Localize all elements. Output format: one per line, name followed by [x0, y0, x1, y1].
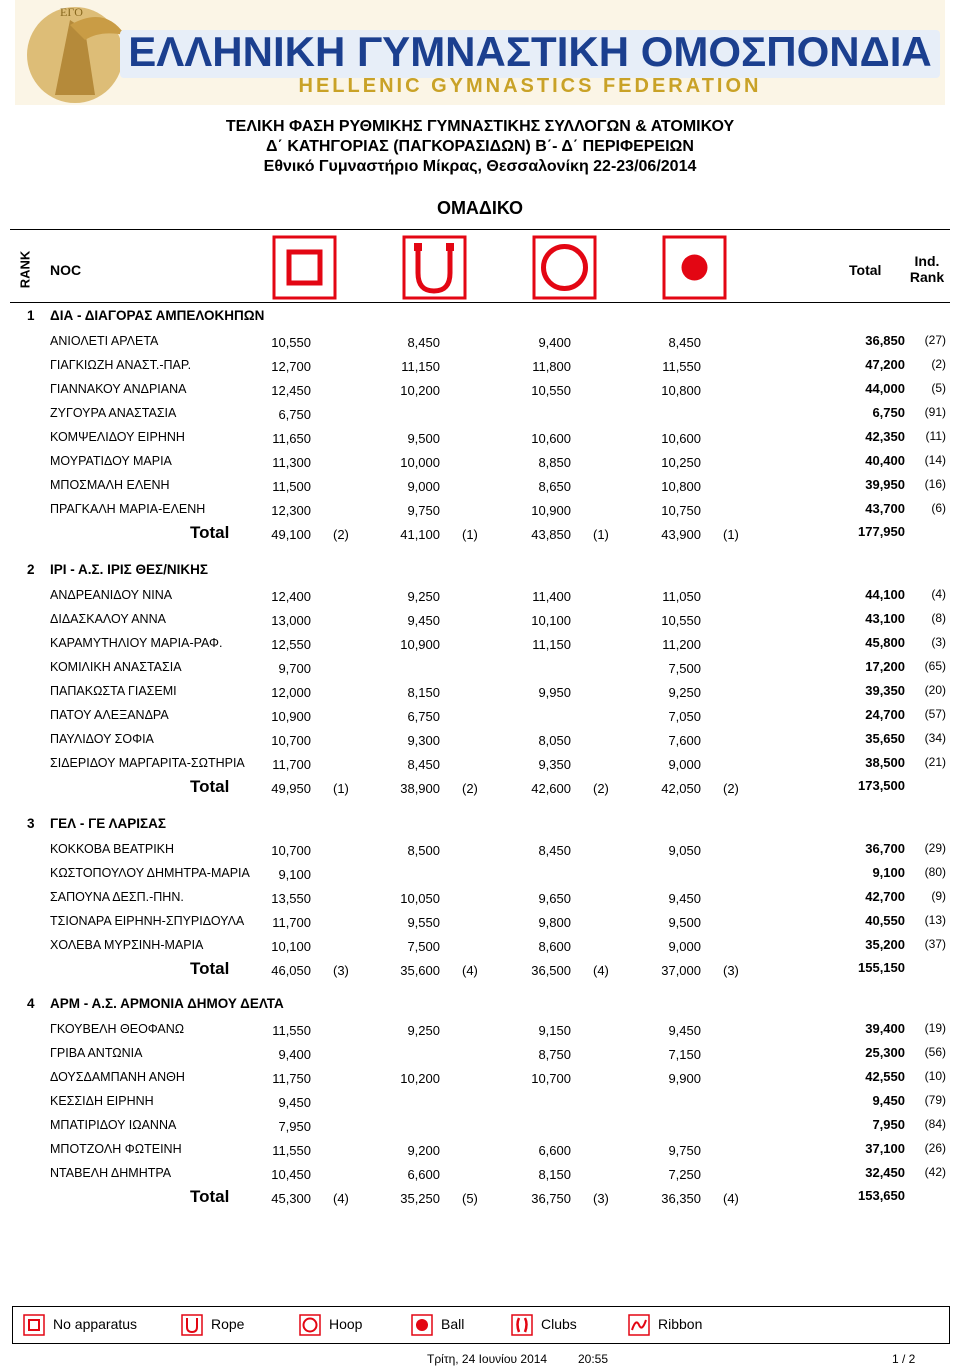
- apparatus-score: 9,000: [668, 939, 701, 954]
- team-apparatus-total: 46,050: [271, 963, 311, 978]
- athlete-name: ΤΣΙΟΝΑΡΑ ΕΙΡΗΝΗ-ΣΠΥΡΙΔΟΥΛΑ: [50, 914, 245, 928]
- team-total-label: Total: [190, 959, 230, 978]
- apparatus-score: 10,200: [400, 383, 440, 398]
- athlete-total: 39,350: [865, 683, 905, 698]
- team-apparatus-rank: (3): [333, 963, 349, 978]
- athlete-total: 35,650: [865, 731, 905, 746]
- team-apparatus-total: 36,750: [531, 1191, 571, 1206]
- apparatus-score: 9,250: [668, 685, 701, 700]
- athlete-name: ΚΕΣΣΙΔΗ ΕΙΡΗΝΗ: [50, 1094, 154, 1108]
- team-apparatus-rank: (5): [462, 1191, 478, 1206]
- apparatus-score: 10,550: [661, 613, 701, 628]
- apparatus-score: 12,550: [271, 637, 311, 652]
- apparatus-score: 10,900: [531, 503, 571, 518]
- apparatus-score: 11,150: [532, 637, 571, 652]
- apparatus-score: 11,550: [272, 1023, 311, 1038]
- apparatus-score: 12,000: [271, 685, 311, 700]
- apparatus-score: 10,800: [661, 479, 701, 494]
- athlete-name: ΠΑΠΑΚΩΣΤΑ ΓΙΑΣΕΜΙ: [50, 684, 177, 698]
- apparatus-score: 9,450: [668, 891, 701, 906]
- athlete-ind-rank: (14): [924, 453, 946, 467]
- athlete-total: 42,700: [865, 889, 905, 904]
- athlete-name: ΜΠΟΤΖΟΛΗ ΦΩΤΕΙΝΗ: [50, 1142, 182, 1156]
- apparatus-score: 11,700: [272, 915, 311, 930]
- athlete-ind-rank: (56): [924, 1045, 946, 1059]
- athlete-ind-rank: (29): [924, 841, 946, 855]
- athlete-ind-rank: (8): [931, 611, 946, 625]
- legend-no-apparatus-icon: [23, 1314, 45, 1341]
- athlete-total: 32,450: [865, 1165, 905, 1180]
- apparatus-score: 8,450: [668, 335, 701, 350]
- team-name: ΓΕΛ - ΓΕ ΛΑΡΙΣΑΣ: [50, 816, 166, 831]
- apparatus-score: 10,800: [661, 383, 701, 398]
- apparatus-score: 9,750: [407, 503, 440, 518]
- athlete-total: 37,100: [865, 1141, 905, 1156]
- legend-clubs: Clubs: [541, 1316, 577, 1332]
- apparatus-legend: [12, 1306, 950, 1344]
- team-rank: 2: [27, 562, 35, 577]
- team-apparatus-total: 35,600: [400, 963, 440, 978]
- apparatus-score: 11,050: [662, 589, 701, 604]
- athlete-total: 40,400: [865, 453, 905, 468]
- team-apparatus-rank: (1): [723, 527, 739, 542]
- athlete-total: 17,200: [865, 659, 905, 674]
- athlete-ind-rank: (37): [924, 937, 946, 951]
- athlete-name: ΣΑΠΟΥΝΑ ΔΕΣΠ.-ΠΗΝ.: [50, 890, 184, 904]
- athlete-ind-rank: (5): [931, 381, 946, 395]
- apparatus-score: 7,500: [407, 939, 440, 954]
- apparatus-score: 11,800: [532, 359, 571, 374]
- athlete-total: 35,200: [865, 937, 905, 952]
- apparatus-score: 9,450: [278, 1095, 311, 1110]
- team-rank: 4: [27, 996, 35, 1011]
- apparatus-score: 11,700: [272, 757, 311, 772]
- team-grand-total: 153,650: [858, 1188, 905, 1203]
- apparatus-score: 9,500: [668, 915, 701, 930]
- athlete-name: ΚΟΚΚΟΒΑ ΒΕΑΤΡΙΚΗ: [50, 842, 175, 856]
- apparatus-score: 11,400: [532, 589, 571, 604]
- athlete-name: ΠΑΤΟΥ ΑΛΕΞΑΝΔΡΑ: [50, 708, 169, 722]
- team-apparatus-rank: (1): [593, 527, 609, 542]
- noc-column-header: NOC: [50, 262, 82, 278]
- athlete-total: 9,100: [872, 865, 905, 880]
- team-apparatus-rank: (2): [593, 781, 609, 796]
- apparatus-score: 11,550: [272, 1143, 311, 1158]
- footer-time: 20:55: [578, 1352, 609, 1366]
- federation-banner: [15, 0, 945, 105]
- athlete-ind-rank: (42): [924, 1165, 946, 1179]
- competition-title: ΤΕΛΙΚΗ ΦΑΣΗ ΡΥΘΜΙΚΗΣ ΓΥΜΝΑΣΤΙΚΗΣ ΣΥΛΛΟΓΩΝ & ΑΤΟΜΙΚΟΥ: [225, 118, 735, 135]
- apparatus-score: 9,650: [538, 891, 571, 906]
- hoop-icon: [532, 235, 597, 300]
- team-total-label: Total: [190, 1187, 230, 1206]
- team-grand-total: 177,950: [858, 524, 905, 539]
- athlete-total: 43,100: [865, 611, 905, 626]
- team-apparatus-total: 42,600: [531, 781, 571, 796]
- team-apparatus-rank: (2): [462, 781, 478, 796]
- athlete-name: ΓΙΑΝΝΑΚΟΥ ΑΝΔΡΙΑΝΑ: [50, 382, 187, 396]
- athlete-ind-rank: (3): [931, 635, 946, 649]
- athlete-ind-rank: (79): [924, 1093, 946, 1107]
- athlete-ind-rank: (91): [924, 405, 946, 419]
- team-total-label: Total: [190, 523, 230, 542]
- athlete-name: ΓΡΙΒΑ ΑΝΤΩΝΙΑ: [50, 1046, 143, 1060]
- apparatus-score: 11,200: [662, 637, 701, 652]
- apparatus-score: 10,050: [400, 891, 440, 906]
- team-name: ΔΙΑ - ΔΙΑΓΟΡΑΣ ΑΜΠΕΛΟΚΗΠΩΝ: [50, 308, 265, 323]
- banner-tag: ΕΓΟ: [60, 5, 83, 19]
- legend-no-apparatus: No apparatus: [53, 1316, 138, 1332]
- banner-title: ΕΛΛΗΝΙΚΗ ΓΥΜΝΑΣΤΙΚΗ ΟΜΟΣΠΟΝΔΙΑ: [128, 28, 932, 75]
- athlete-total: 47,200: [865, 357, 905, 372]
- rope-icon: [402, 235, 467, 300]
- category-title: Δ΄ ΚΑΤΗΓΟΡΙΑΣ (ΠΑΓΚΟΡΑΣΙΔΩΝ) Β΄- Δ΄ ΠΕΡΙΦΕΡΕΙΩΝ: [266, 138, 694, 155]
- athlete-ind-rank: (20): [924, 683, 946, 697]
- apparatus-score: 7,150: [668, 1047, 701, 1062]
- apparatus-score: 10,700: [531, 1071, 571, 1086]
- athlete-name: ΚΩΣΤΟΠΟΥΛΟΥ ΔΗΜΗΤΡΑ-ΜΑΡΙΑ: [50, 866, 250, 880]
- team-apparatus-rank: (3): [593, 1191, 609, 1206]
- team-rank: 1: [27, 308, 35, 323]
- athlete-name: ΣΙΔΕΡΙΔΟΥ ΜΑΡΓΑΡΙΤΑ-ΣΩΤΗΡΙΑ: [50, 756, 245, 770]
- apparatus-score: 8,450: [407, 335, 440, 350]
- athlete-total: 7,950: [872, 1117, 905, 1132]
- athlete-ind-rank: (6): [931, 501, 946, 515]
- team-apparatus-rank: (1): [462, 527, 478, 542]
- apparatus-score: 9,100: [278, 867, 311, 882]
- apparatus-score: 12,400: [271, 589, 311, 604]
- athlete-total: 39,400: [865, 1021, 905, 1036]
- team-apparatus-rank: (4): [593, 963, 609, 978]
- apparatus-score: 9,200: [407, 1143, 440, 1158]
- athlete-total: 40,550: [865, 913, 905, 928]
- athlete-name: ΜΠΟΣΜΑΛΗ ΕΛΕΝΗ: [50, 478, 170, 492]
- apparatus-score: 8,150: [407, 685, 440, 700]
- athlete-name: ΚΟΜΨΕΛΙΔΟΥ ΕΙΡΗΝΗ: [50, 430, 185, 444]
- athlete-name: ΜΠΑΤΙΡΙΔΟΥ ΙΩΑΝΝΑ: [50, 1118, 177, 1132]
- apparatus-score: 10,200: [400, 1071, 440, 1086]
- athlete-name: ΓΚΟΥΒΕΛΗ ΘΕΟΦΑΝΩ: [50, 1022, 185, 1036]
- apparatus-score: 9,400: [278, 1047, 311, 1062]
- apparatus-score: 10,900: [400, 637, 440, 652]
- apparatus-score: 10,450: [271, 1167, 311, 1182]
- apparatus-score: 9,400: [538, 335, 571, 350]
- legend-ball-icon: [411, 1314, 433, 1341]
- athlete-total: 42,550: [865, 1069, 905, 1084]
- team-name: ΙΡΙ - Α.Σ. ΙΡΙΣ ΘΕΣ/ΝΙΚΗΣ: [50, 562, 208, 577]
- athlete-name: ΠΡΑΓΚΑΛΗ ΜΑΡΙΑ-ΕΛΕΝΗ: [50, 502, 206, 516]
- apparatus-score: 7,250: [668, 1167, 701, 1182]
- team-rank: 3: [27, 816, 35, 831]
- apparatus-score: 9,300: [407, 733, 440, 748]
- footer-date: Τρίτη, 24 Ιουνίου 2014: [427, 1352, 548, 1366]
- ind-rank-column-header: Ind. Rank: [909, 253, 945, 285]
- team-total-label: Total: [190, 777, 230, 796]
- athlete-name: ΚΟΜΙΛΙΚΗ ΑΝΑΣΤΑΣΙΑ: [50, 660, 182, 674]
- team-apparatus-total: 43,850: [531, 527, 571, 542]
- section-title: ΟΜΑΔΙΚΟ: [436, 198, 524, 218]
- apparatus-score: 8,450: [538, 843, 571, 858]
- athlete-total: 39,950: [865, 477, 905, 492]
- apparatus-score: 10,700: [271, 843, 311, 858]
- team-apparatus-total: 38,900: [400, 781, 440, 796]
- apparatus-score: 11,750: [272, 1071, 311, 1086]
- team-apparatus-total: 36,500: [531, 963, 571, 978]
- apparatus-score: 9,900: [668, 1071, 701, 1086]
- team-apparatus-total: 43,900: [661, 527, 701, 542]
- athlete-ind-rank: (26): [924, 1141, 946, 1155]
- athlete-ind-rank: (4): [931, 587, 946, 601]
- apparatus-score: 10,550: [531, 383, 571, 398]
- apparatus-score: 12,700: [271, 359, 311, 374]
- athlete-ind-rank: (19): [924, 1021, 946, 1035]
- apparatus-score: 9,950: [538, 685, 571, 700]
- athlete-ind-rank: (10): [924, 1069, 946, 1083]
- apparatus-score: 10,100: [271, 939, 311, 954]
- team-grand-total: 173,500: [858, 778, 905, 793]
- apparatus-score: 9,450: [407, 613, 440, 628]
- team-apparatus-total: 36,350: [661, 1191, 701, 1206]
- apparatus-score: 6,600: [407, 1167, 440, 1182]
- total-column-header: Total: [849, 262, 882, 278]
- legend-hoop: Hoop: [329, 1316, 363, 1332]
- athlete-total: 43,700: [865, 501, 905, 516]
- athlete-total: 42,350: [865, 429, 905, 444]
- apparatus-score: 10,000: [400, 455, 440, 470]
- apparatus-score: 9,250: [407, 1023, 440, 1038]
- apparatus-score: 8,450: [407, 757, 440, 772]
- apparatus-score: 10,550: [271, 335, 311, 350]
- apparatus-score: 9,000: [668, 757, 701, 772]
- team-apparatus-total: 45,300: [271, 1191, 311, 1206]
- athlete-ind-rank: (21): [924, 755, 946, 769]
- apparatus-score: 8,600: [538, 939, 571, 954]
- athlete-ind-rank: (13): [924, 913, 946, 927]
- banner-subtitle: HELLENIC GYMNASTICS FEDERATION: [298, 75, 762, 97]
- apparatus-score: 13,000: [271, 613, 311, 628]
- athlete-ind-rank: (80): [924, 865, 946, 879]
- team-apparatus-total: 42,050: [661, 781, 701, 796]
- apparatus-score: 11,550: [662, 359, 701, 374]
- team-apparatus-rank: (4): [333, 1191, 349, 1206]
- legend-ribbon: Ribbon: [658, 1316, 703, 1332]
- legend-ribbon-icon: [628, 1314, 650, 1341]
- team-apparatus-total: 49,100: [271, 527, 311, 542]
- header-divider-bottom: [10, 302, 950, 303]
- apparatus-score: 8,500: [407, 843, 440, 858]
- athlete-ind-rank: (16): [924, 477, 946, 491]
- apparatus-score: 9,800: [538, 915, 571, 930]
- apparatus-score: 9,750: [668, 1143, 701, 1158]
- apparatus-score: 11,300: [272, 455, 311, 470]
- apparatus-score: 9,500: [407, 431, 440, 446]
- apparatus-score: 9,450: [668, 1023, 701, 1038]
- apparatus-score: 8,150: [538, 1167, 571, 1182]
- apparatus-score: 6,750: [407, 709, 440, 724]
- team-apparatus-rank: (1): [333, 781, 349, 796]
- team-apparatus-rank: (4): [462, 963, 478, 978]
- athlete-name: ΠΑΥΛΙΔΟΥ ΣΟΦΙΑ: [50, 732, 154, 746]
- apparatus-score: 9,000: [407, 479, 440, 494]
- athlete-total: 9,450: [872, 1093, 905, 1108]
- header-divider-top: [10, 229, 950, 230]
- apparatus-score: 9,050: [668, 843, 701, 858]
- athlete-ind-rank: (11): [925, 429, 946, 443]
- athlete-name: ΔΟΥΣΔΑΜΠΑΝΗ ΑΝΘΗ: [50, 1070, 185, 1084]
- athlete-ind-rank: (65): [924, 659, 946, 673]
- apparatus-score: 6,750: [278, 407, 311, 422]
- ribbon-dot-icon: [662, 235, 727, 300]
- athlete-name: ΑΝΙΟΛΕΤΙ ΑΡΛΕΤΑ: [50, 334, 159, 348]
- athlete-ind-rank: (27): [924, 333, 946, 347]
- apparatus-score: 10,750: [661, 503, 701, 518]
- venue-title: Εθνικό Γυμναστήριο Μίκρας, Θεσσαλονίκη 22-23/06/2014: [263, 158, 697, 175]
- athlete-total: 36,850: [865, 333, 905, 348]
- athlete-total: 44,000: [865, 381, 905, 396]
- apparatus-score: 11,500: [272, 479, 311, 494]
- apparatus-score: 7,500: [668, 661, 701, 676]
- athlete-total: 6,750: [872, 405, 905, 420]
- athlete-name: ΧΟΛΕΒΑ ΜΥΡΣΙΝΗ-ΜΑΡΙΑ: [50, 938, 204, 952]
- apparatus-score: 12,450: [271, 383, 311, 398]
- athlete-name: ΔΙΔΑΣΚΑΛΟΥ ΑΝΝΑ: [50, 612, 166, 626]
- apparatus-score: 11,650: [272, 431, 311, 446]
- team-apparatus-total: 37,000: [661, 963, 701, 978]
- legend-ball: Ball: [441, 1316, 465, 1332]
- legend-hoop-icon: [299, 1314, 321, 1341]
- rank-column-header: RANK: [17, 250, 33, 289]
- apparatus-score: 8,750: [538, 1047, 571, 1062]
- apparatus-score: 7,600: [668, 733, 701, 748]
- athlete-ind-rank: (34): [924, 731, 946, 745]
- apparatus-score: 6,600: [538, 1143, 571, 1158]
- athlete-ind-rank: (57): [924, 707, 946, 721]
- legend-rope: Rope: [211, 1316, 245, 1332]
- team-apparatus-total: 35,250: [400, 1191, 440, 1206]
- apparatus-score: 9,250: [407, 589, 440, 604]
- apparatus-score: 10,100: [531, 613, 571, 628]
- legend-rope-icon: [181, 1314, 203, 1341]
- athlete-ind-rank: (2): [931, 357, 946, 371]
- apparatus-score: 12,300: [271, 503, 311, 518]
- apparatus-score: 9,550: [407, 915, 440, 930]
- apparatus-score: 8,050: [538, 733, 571, 748]
- athlete-total: 25,300: [865, 1045, 905, 1060]
- apparatus-score: 8,650: [538, 479, 571, 494]
- athlete-total: 38,500: [865, 755, 905, 770]
- athlete-name: ΝΤΑΒΕΛΗ ΔΗΜΗΤΡΑ: [50, 1166, 172, 1180]
- no-apparatus-icon: [272, 235, 337, 300]
- apparatus-score: 11,150: [401, 359, 440, 374]
- apparatus-score: 9,700: [278, 661, 311, 676]
- apparatus-score: 10,600: [661, 431, 701, 446]
- apparatus-score: 13,550: [271, 891, 311, 906]
- apparatus-score: 8,850: [538, 455, 571, 470]
- apparatus-score: 10,700: [271, 733, 311, 748]
- apparatus-score: 9,150: [538, 1023, 571, 1038]
- athlete-total: 44,100: [865, 587, 905, 602]
- athlete-ind-rank: (84): [924, 1117, 946, 1131]
- athlete-ind-rank: (9): [931, 889, 946, 903]
- athlete-total: 45,800: [865, 635, 905, 650]
- apparatus-score: 10,250: [661, 455, 701, 470]
- team-apparatus-total: 41,100: [400, 527, 440, 542]
- athlete-total: 24,700: [865, 707, 905, 722]
- apparatus-score: 10,900: [271, 709, 311, 724]
- athlete-name: ΜΟΥΡΑΤΙΔΟΥ ΜΑΡΙΑ: [50, 454, 172, 468]
- footer-page: 1 / 2: [892, 1352, 916, 1366]
- team-name: ΑΡΜ - Α.Σ. ΑΡΜΟΝΙΑ ΔΗΜΟΥ ΔΕΛΤΑ: [50, 996, 284, 1011]
- apparatus-score: 9,350: [538, 757, 571, 772]
- team-apparatus-rank: (2): [333, 527, 349, 542]
- apparatus-score: 10,600: [531, 431, 571, 446]
- apparatus-score: 7,050: [668, 709, 701, 724]
- team-apparatus-rank: (3): [723, 963, 739, 978]
- athlete-name: ΚΑΡΑΜΥΤΗΛΙΟΥ ΜΑΡΙΑ-ΡΑΦ.: [50, 636, 223, 650]
- team-apparatus-rank: (2): [723, 781, 739, 796]
- legend-clubs-icon: [511, 1314, 533, 1341]
- team-apparatus-total: 49,950: [271, 781, 311, 796]
- team-grand-total: 155,150: [858, 960, 905, 975]
- athlete-total: 36,700: [865, 841, 905, 856]
- athlete-name: ΑΝΔΡΕΑΝΙΔΟΥ ΝΙΝΑ: [50, 588, 173, 602]
- athlete-name: ΓΙΑΓΚΙΩΖΗ ΑΝΑΣΤ.-ΠΑΡ.: [50, 358, 192, 372]
- apparatus-score: 7,950: [278, 1119, 311, 1134]
- team-apparatus-rank: (4): [723, 1191, 739, 1206]
- athlete-name: ΖΥΓΟΥΡΑ ΑΝΑΣΤΑΣΙΑ: [50, 406, 177, 420]
